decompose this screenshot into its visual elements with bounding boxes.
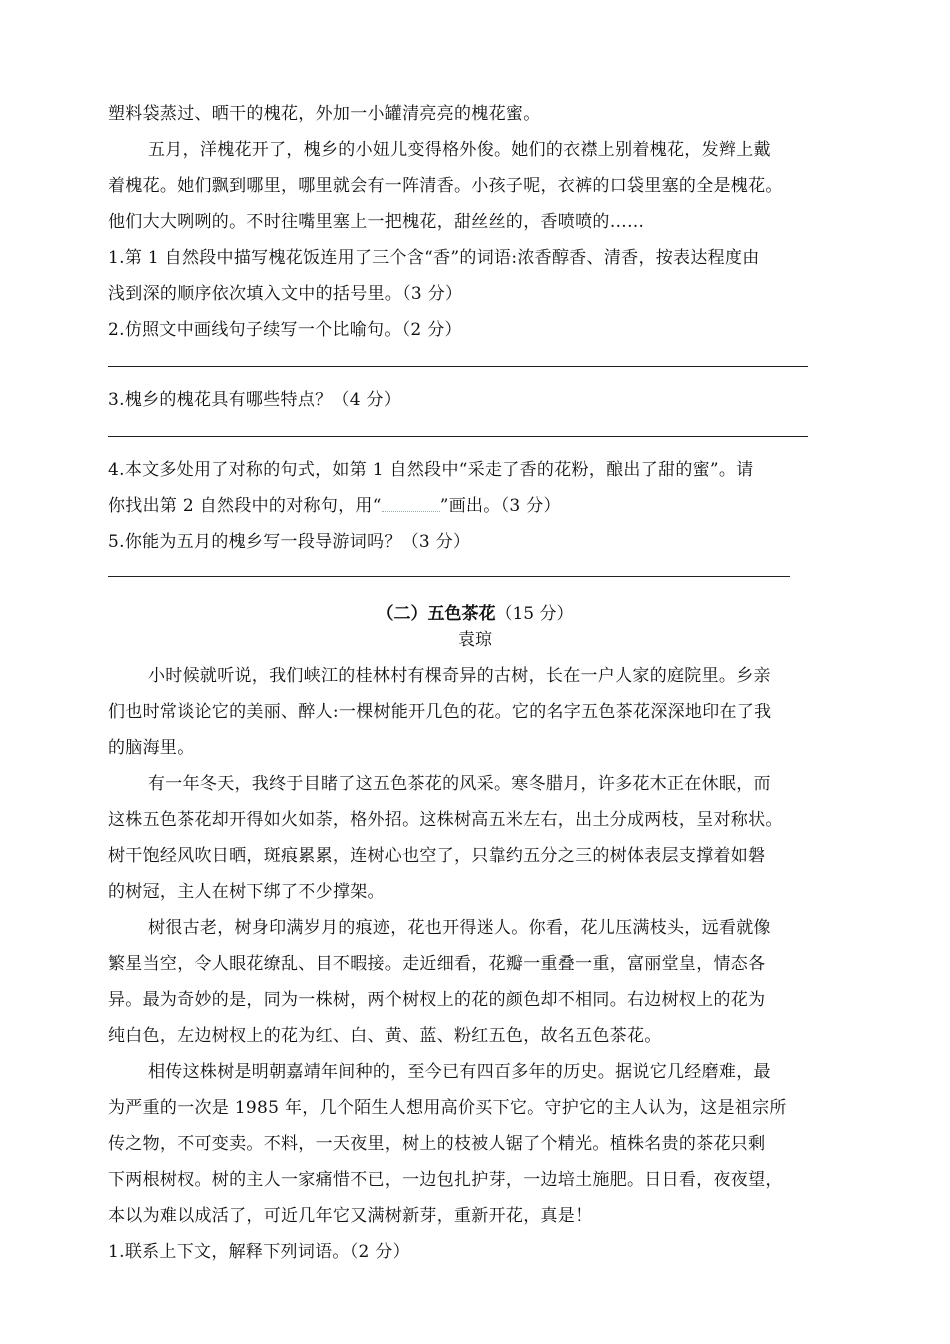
paragraph-line: 他们大大咧咧的。不时往嘴里塞上一把槐花，甜丝丝的，香喷喷的…… [108, 212, 645, 232]
paragraph-line: 本以为难以成活了，可近几年它又满树新芽，重新开花，真是！ [108, 1206, 593, 1226]
wavy-underline-mark [382, 499, 440, 512]
paragraph-line: 为严重的一次是 1985 年，几个陌生人想用高价买下它。守护它的主人认为，这是祖宗所 [108, 1098, 787, 1118]
paragraph-line: 塑料袋蒸过、晒干的槐花，外加一小罐清亮亮的槐花蜜。 [108, 104, 541, 124]
answer-line[interactable] [108, 366, 808, 367]
paragraph-line: 的脑海里。 [108, 738, 195, 758]
question-4: 4.本文多处用了对称的句式，如第 1 自然段中“采走了香的花粉，酿出了甜的蜜”。请 [108, 460, 754, 480]
paragraph-line: 们也时常谈论它的美丽、醉人:一棵树能开几色的花。它的名字五色茶花深深地印在了我 [108, 702, 772, 722]
question-5: 5.你能为五月的槐乡写一段导游词吗？（3 分） [108, 532, 471, 552]
paragraph-line: 纯白色，左边树杈上的花为红、白、黄、蓝、粉红五色，故名五色茶花。 [108, 1026, 662, 1046]
question-4-text-b: ”画出。（3 分） [439, 496, 561, 516]
paragraph-line: 相传这株树是明朝嘉靖年间种的，至今已有四百多年的历史。据说它几经磨难，最 [148, 1062, 771, 1082]
question-4-text-a: 你找出第 2 自然段中的对称句，用“ [108, 496, 382, 516]
paragraph-line: 的树冠，主人在树下绑了不少撑架。 [108, 882, 385, 902]
author: 袁琼 [458, 630, 492, 650]
paragraph-line: 传之物，不可变卖。不料，一天夜里，树上的枝被人锯了个精光。植株名贵的茶花只剩 [108, 1134, 766, 1154]
paragraph-line: 这株五色茶花却开得如火如荼，格外招。这株树高五米左右，出土分成两枝，呈对称状。 [108, 810, 783, 830]
paragraph-line: 小时候就听说，我们峡江的桂林村有棵奇异的古树，长在一户人家的庭院里。乡亲 [148, 666, 771, 686]
question-3: 3.槐乡的槐花具有哪些特点？（4 分） [108, 390, 402, 410]
paragraph-line: 下两根树杈。树的主人一家痛惜不已，一边包扎护芽，一边培土施肥。日日看，夜夜望， [108, 1170, 783, 1190]
answer-line[interactable] [108, 576, 790, 577]
question-1-cont: 浅到深的顺序依次填入文中的括号里。（3 分） [108, 284, 463, 304]
paragraph-line: 繁星当空，令人眼花缭乱、目不暇接。走近细看，花瓣一重叠一重，富丽堂皇，情态各 [108, 954, 766, 974]
answer-line[interactable] [108, 436, 808, 437]
paragraph-line: 着槐花。她们飘到哪里，哪里就会有一阵清香。小孩子呢，衣裤的口袋里塞的全是槐花。 [108, 176, 783, 196]
question-1: 1.第 1 自然段中描写槐花饭连用了三个含“香”的词语:浓香醇香、清香，按表达程度由 [108, 248, 760, 268]
section-title [0, 604, 950, 624]
section-score: （15 分） [495, 604, 574, 624]
paragraph-line: 异。最为奇妙的是，同为一株树，两个树杈上的花的颜色却不相同。右边树杈上的花为 [108, 990, 766, 1010]
paragraph-line: 树干饱经风吹日晒，斑痕累累，连树心也空了，只靠约五分之三的树体表层支撑着如磐 [108, 846, 766, 866]
question-2: 2.仿照文中画线句子续写一个比喻句。（2 分） [108, 320, 462, 340]
section-title-text: （二）五色茶花 [376, 604, 496, 624]
question-4-cont [108, 496, 843, 516]
question-1: 1.联系上下文，解释下列词语。（2 分） [108, 1242, 410, 1262]
paragraph-line: 树很古老，树身印满岁月的痕迹，花也开得迷人。你看，花儿压满枝头，远看就像 [148, 918, 771, 938]
paragraph-line: 五月，洋槐花开了，槐乡的小妞儿变得格外俊。她们的衣襟上别着槐花，发辫上戴 [148, 140, 771, 160]
paragraph-line: 有一年冬天，我终于目睹了这五色茶花的风采。寒冬腊月，许多花木正在休眠，而 [148, 774, 771, 794]
